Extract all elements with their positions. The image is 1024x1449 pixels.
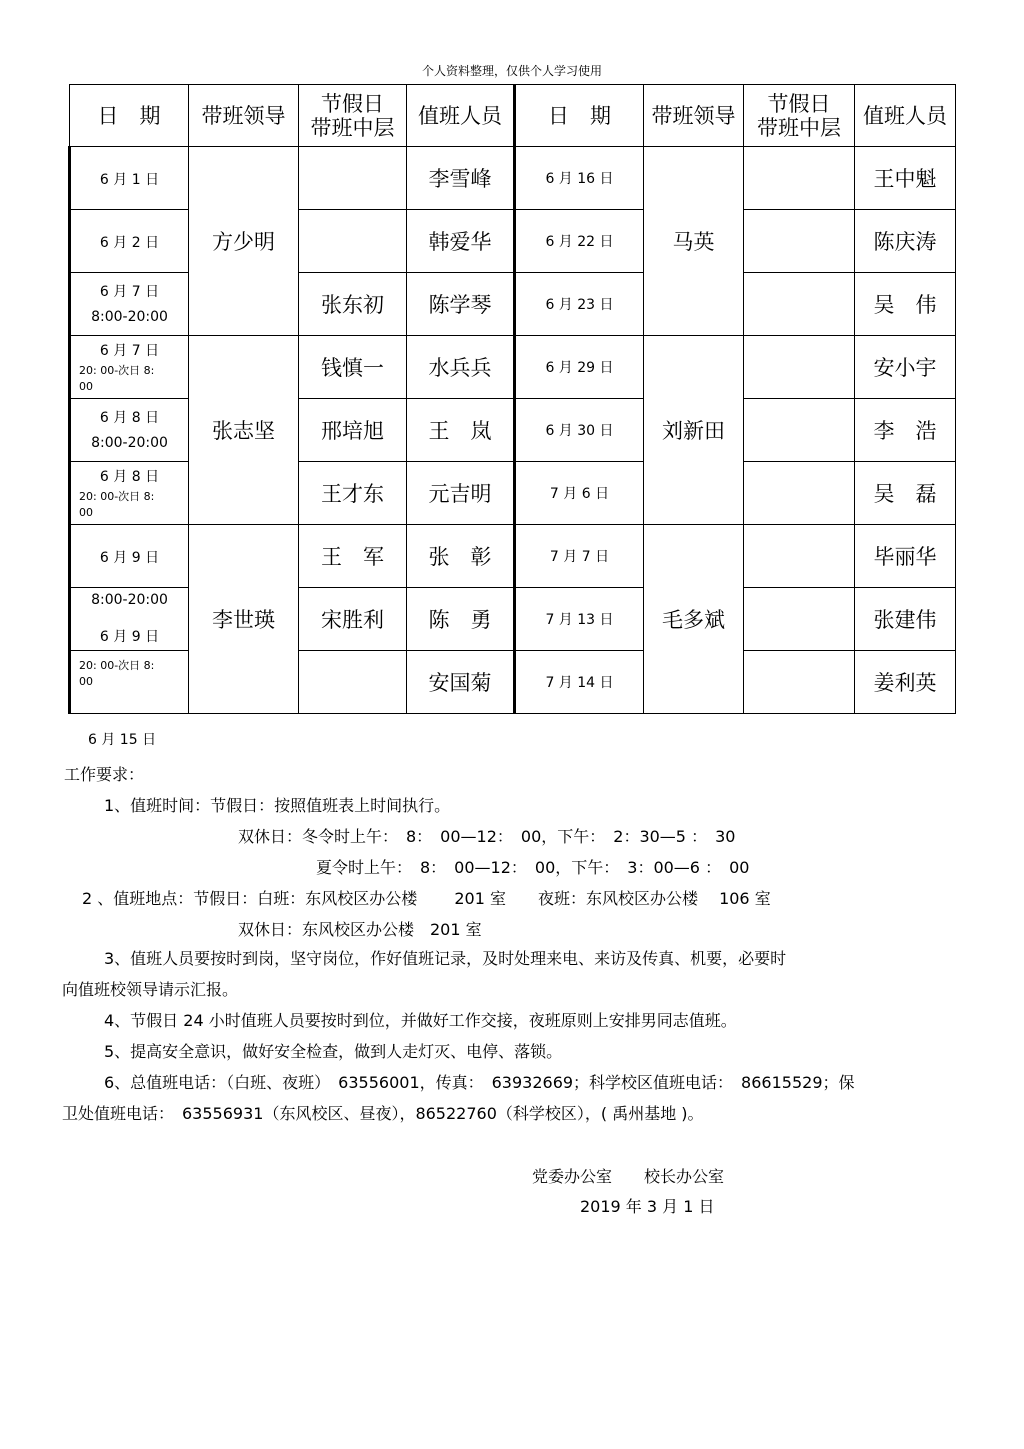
header-leader-right: 带班领导 — [644, 85, 744, 147]
right-middle-cell — [744, 525, 855, 588]
right-staff-cell: 毕丽华 — [855, 525, 956, 588]
right-middle-cell — [744, 273, 855, 336]
left-date-cell — [70, 525, 189, 588]
date-line: 00 — [79, 675, 93, 688]
left-middle-cell: 钱慎一 — [299, 336, 407, 399]
left-leader-cell: 李世瑛 — [189, 525, 299, 714]
left-middle-cell: 邢培旭 — [299, 399, 407, 462]
date-line: 6 月 8 日 — [99, 410, 160, 426]
left-middle-cell: 王才东 — [299, 462, 407, 525]
right-middle-cell — [744, 336, 855, 399]
table-header-row — [70, 85, 956, 147]
left-middle-cell — [299, 651, 407, 714]
left-middle-cell: 王 军 — [299, 525, 407, 588]
date-line: 00 — [79, 506, 93, 519]
left-staff-cell: 陈学琴 — [407, 273, 515, 336]
left-date-cell — [70, 336, 189, 399]
right-date-cell: 7 月 7 日 — [515, 525, 644, 588]
header-leader-left: 带班领导 — [189, 85, 299, 147]
right-middle-cell — [744, 651, 855, 714]
left-staff-cell: 韩爱华 — [407, 210, 515, 273]
right-staff-cell: 吴 磊 — [855, 462, 956, 525]
date-line: 6 月 2 日 — [99, 235, 160, 251]
left-date-cell — [70, 462, 189, 525]
requirement-2-weekend: 双休日：东风校区办公楼 201 室 — [238, 920, 482, 939]
right-staff-cell: 吴 伟 — [855, 273, 956, 336]
requirements-heading: 工作要求： — [64, 765, 145, 784]
header-middle-left: 节假日 带班中层 — [299, 85, 407, 147]
signature-offices: 党委办公室 校长办公室 — [532, 1167, 725, 1186]
table-row — [70, 336, 956, 399]
left-leader-cell: 方少明 — [189, 147, 299, 336]
left-middle-cell — [299, 147, 407, 210]
header-staff-left: 值班人员 — [407, 85, 515, 147]
left-date-cell — [70, 210, 189, 273]
right-leader-cell: 刘新田 — [644, 336, 744, 525]
left-date-cell — [70, 651, 189, 714]
date-line: 8:00-20:00 — [91, 309, 168, 325]
right-date-cell: 6 月 29 日 — [515, 336, 644, 399]
left-staff-cell: 元吉明 — [407, 462, 515, 525]
header-date-right: 日 期 — [515, 85, 644, 147]
requirement-4: 4、节假日 24 小时值班人员要按时到位，并做好工作交接，夜班原则上安排男同志值班。 — [104, 1011, 737, 1030]
header-middle-right: 节假日 带班中层 — [744, 85, 855, 147]
left-staff-cell: 安国菊 — [407, 651, 515, 714]
left-date-cell — [70, 399, 189, 462]
requirement-1-weekend: 双休日：冬令时上午： 8： 00—12： 00，下午： 2：30—5 ： 30 — [238, 827, 736, 846]
left-staff-cell: 水兵兵 — [407, 336, 515, 399]
date-line: 20: 00-次日 8: — [79, 659, 155, 672]
date-line: 20: 00-次日 8: — [79, 490, 155, 503]
right-staff-cell: 姜利英 — [855, 651, 956, 714]
right-date-cell: 6 月 16 日 — [515, 147, 644, 210]
date-line: 8:00-20:00 — [91, 435, 168, 451]
date-line: 6 月 9 日 — [99, 629, 160, 645]
right-date-cell: 6 月 23 日 — [515, 273, 644, 336]
header-date-left: 日 期 — [70, 85, 189, 147]
right-middle-cell — [744, 210, 855, 273]
left-middle-cell: 张东初 — [299, 273, 407, 336]
right-middle-cell — [744, 588, 855, 651]
right-date-cell: 7 月 6 日 — [515, 462, 644, 525]
signature-date: 2019 年 3 月 1 日 — [580, 1197, 715, 1216]
date-line: 6 月 9 日 — [99, 550, 160, 566]
right-staff-cell: 安小宇 — [855, 336, 956, 399]
left-staff-cell: 王 岚 — [407, 399, 515, 462]
right-staff-cell: 张建伟 — [855, 588, 956, 651]
table-row — [70, 147, 956, 210]
requirement-6: 6、总值班电话：（白班、夜班） 63556001，传真： 63932669；科学校区值班电话： 86615529；保 — [104, 1073, 855, 1092]
date-line: 6 月 8 日 — [99, 469, 160, 485]
left-leader-cell: 张志坚 — [189, 336, 299, 525]
requirement-5: 5、提高安全意识，做好安全检查，做到人走灯灭、电停、落锁。 — [104, 1042, 563, 1061]
right-middle-cell — [744, 462, 855, 525]
duty-roster-table — [68, 84, 956, 714]
trailing-date: 6 月 15 日 — [88, 732, 157, 748]
watermark-text: 个人资料整理，仅供个人学习使用 — [421, 64, 602, 78]
requirement-3: 3、值班人员要按时到岗，坚守岗位，作好值班记录，及时处理来电、来访及传真、机要，必要时 — [104, 949, 787, 968]
right-date-cell: 6 月 30 日 — [515, 399, 644, 462]
requirement-1-summer: 夏令时上午： 8： 00—12： 00，下午： 3：00—6 ： 00 — [316, 858, 750, 877]
date-line: 6 月 1 日 — [99, 172, 160, 188]
left-staff-cell: 张 彰 — [407, 525, 515, 588]
requirement-2: 2 、值班地点：节假日：白班：东风校区办公楼 201 室 夜班：东风校区办公楼 106 室 — [82, 889, 771, 908]
left-date-cell — [70, 588, 189, 651]
right-staff-cell: 王中魁 — [855, 147, 956, 210]
header-staff-right: 值班人员 — [855, 85, 956, 147]
requirement-6-cont: 卫处值班电话： 63556931（东风校区、昼夜），86522760（科学校区），( 禹州基地 )。 — [62, 1104, 704, 1123]
right-middle-cell — [744, 147, 855, 210]
date-line: 6 月 7 日 — [99, 343, 160, 359]
right-date-cell: 6 月 22 日 — [515, 210, 644, 273]
left-middle-cell: 宋胜利 — [299, 588, 407, 651]
date-line: 20: 00-次日 8: — [79, 364, 155, 377]
right-staff-cell: 陈庆涛 — [855, 210, 956, 273]
left-staff-cell: 陈 勇 — [407, 588, 515, 651]
right-date-cell: 7 月 14 日 — [515, 651, 644, 714]
requirement-3-cont: 向值班校领导请示汇报。 — [62, 980, 239, 999]
table-row — [70, 525, 956, 588]
right-date-cell: 7 月 13 日 — [515, 588, 644, 651]
date-line: 6 月 7 日 — [99, 284, 160, 300]
requirement-1: 1、值班时间：节假日：按照值班表上时间执行。 — [104, 796, 451, 815]
right-staff-cell: 李 浩 — [855, 399, 956, 462]
right-leader-cell: 马英 — [644, 147, 744, 336]
right-leader-cell: 毛多斌 — [644, 525, 744, 714]
date-line: 8:00-20:00 — [91, 592, 168, 608]
left-staff-cell: 李雪峰 — [407, 147, 515, 210]
left-middle-cell — [299, 210, 407, 273]
left-date-cell — [70, 273, 189, 336]
right-middle-cell — [744, 399, 855, 462]
date-line: 00 — [79, 380, 93, 393]
left-date-cell — [70, 147, 189, 210]
